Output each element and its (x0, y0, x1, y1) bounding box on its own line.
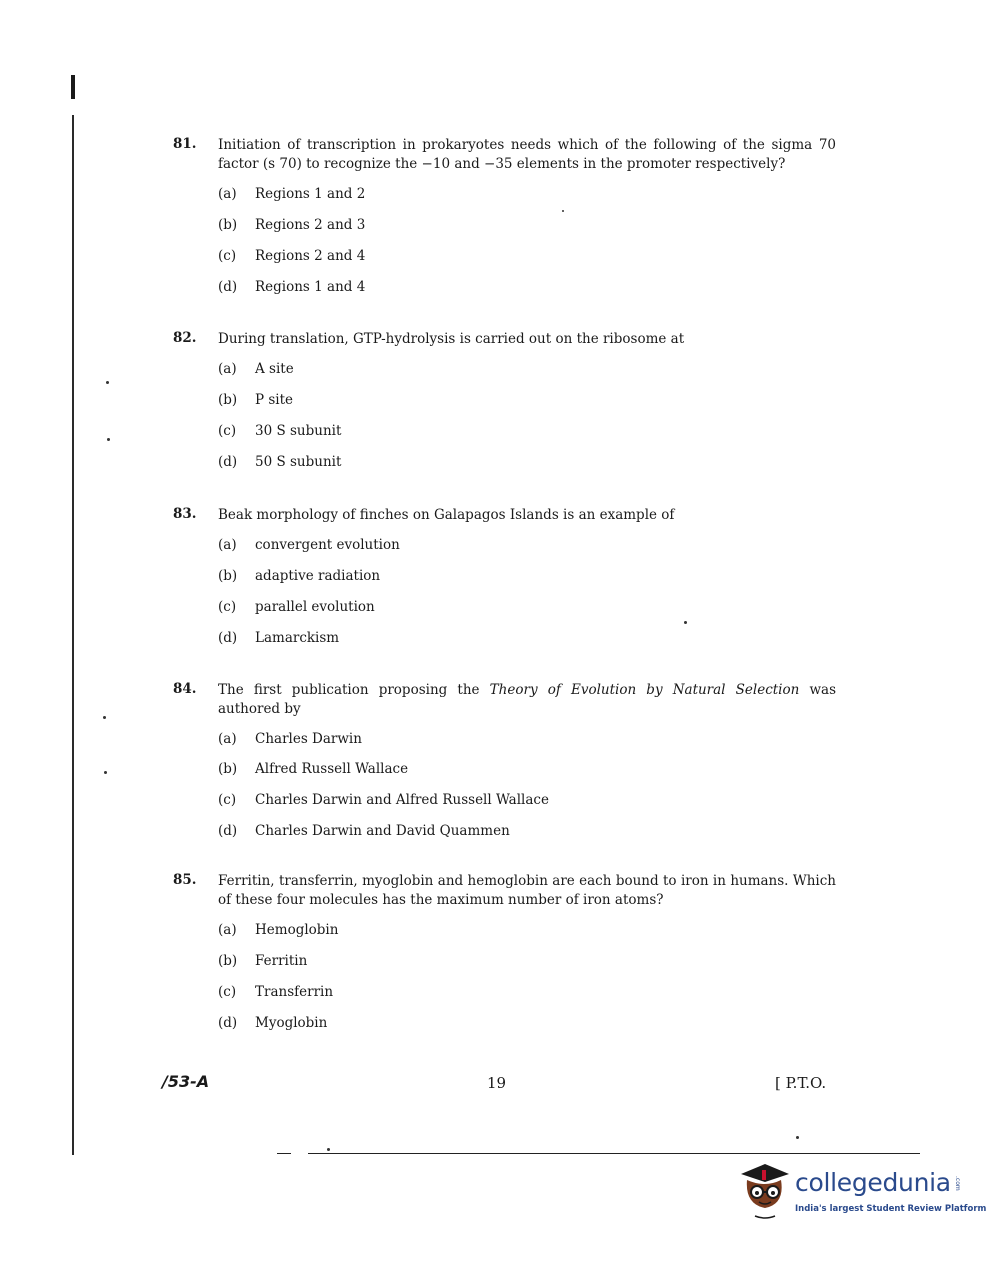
option-text: Alfred Russell Wallace (255, 761, 409, 777)
option-letter: (b) (218, 217, 238, 233)
logo-brand-name: collegedunia (795, 1168, 951, 1197)
question-text-part: The first publication proposing the (218, 682, 490, 698)
option-c (218, 792, 549, 812)
question-text: Ferritin, transferrin, myoglobin and hemoglobin are each bound to iron in humans. Which of these four molecules has the maximum number of iron atoms? (218, 873, 836, 908)
option-letter: (a) (218, 361, 237, 377)
scan-speck (562, 210, 564, 212)
question-text-part: was authored by (218, 682, 836, 717)
scan-speck (103, 716, 106, 719)
option-c (218, 248, 365, 268)
option-c (218, 423, 341, 443)
option-text: Hemoglobin (255, 922, 339, 938)
collegedunia-logo (735, 1160, 987, 1226)
option-d (218, 823, 510, 843)
option-letter: (a) (218, 537, 237, 553)
option-c (218, 984, 333, 1004)
option-d (218, 454, 341, 474)
bottom-rule-dash (277, 1153, 291, 1154)
option-text: Regions 1 and 4 (255, 279, 366, 295)
option-text: Regions 1 and 2 (255, 186, 366, 202)
binding-margin-line (72, 115, 74, 1155)
option-letter: (c) (218, 248, 237, 264)
option-text: A site (255, 361, 294, 377)
option-text: Lamarckism (255, 630, 340, 646)
option-c (218, 599, 375, 619)
option-letter: (d) (218, 823, 238, 839)
option-text: Myoglobin (255, 1015, 328, 1031)
scan-speck (106, 381, 109, 384)
option-letter: (b) (218, 392, 238, 408)
option-text: parallel evolution (255, 599, 375, 615)
option-text: Transferrin (255, 984, 334, 1000)
option-letter: (b) (218, 953, 238, 969)
margin-mark (71, 75, 75, 99)
option-d (218, 279, 365, 299)
option-letter: (c) (218, 792, 237, 808)
option-a (218, 186, 365, 206)
page-number: 19 (487, 1074, 507, 1092)
option-letter: (c) (218, 599, 237, 615)
option-text: P site (255, 392, 294, 408)
option-text: Charles Darwin and David Quammen (255, 823, 510, 839)
scan-speck (684, 621, 687, 624)
option-letter: (b) (218, 568, 238, 584)
question-number: 85. (173, 872, 197, 888)
scan-speck (327, 1148, 330, 1151)
option-text: 50 S subunit (255, 454, 342, 470)
question-text: During translation, GTP-hydrolysis is carried out on the ribosome at (218, 331, 685, 347)
option-text: Charles Darwin and Alfred Russell Wallace (255, 792, 549, 808)
paper-code: /53-A (162, 1072, 210, 1091)
option-letter: (d) (218, 279, 238, 295)
option-text: Regions 2 and 4 (255, 248, 366, 264)
question-text: Beak morphology of finches on Galapagos Islands is an example of (218, 507, 675, 523)
option-a (218, 731, 362, 751)
option-d (218, 1015, 327, 1035)
option-text: Charles Darwin (255, 731, 362, 747)
option-letter: (a) (218, 731, 237, 747)
scan-speck (107, 438, 110, 441)
option-a (218, 361, 294, 381)
option-d (218, 630, 339, 650)
option-b (218, 392, 293, 412)
graduate-mascot-icon (735, 1160, 793, 1222)
option-b (218, 761, 408, 781)
bottom-rule (308, 1153, 920, 1154)
option-letter: (d) (218, 630, 238, 646)
option-b (218, 217, 365, 237)
option-a (218, 537, 400, 557)
option-text: Regions 2 and 3 (255, 217, 366, 233)
logo-tagline: India's largest Student Review Platform (795, 1204, 987, 1214)
option-text: convergent evolution (255, 537, 400, 553)
please-turn-over: [ P.T.O. (775, 1074, 827, 1092)
option-a (218, 922, 338, 942)
option-text: Ferritin (255, 953, 308, 969)
option-letter: (d) (218, 1015, 238, 1031)
question-text: Initiation of transcription in prokaryotes needs which of the following of the sigma 70 factor (s 70) to recognize the −10 and −35 elements in the promoter respectively? (218, 137, 836, 172)
option-letter: (a) (218, 186, 237, 202)
question-number: 81. (173, 136, 197, 152)
option-text: adaptive radiation (255, 568, 381, 584)
question-number: 82. (173, 330, 197, 346)
logo-tld: .com (954, 1176, 961, 1191)
scan-speck (104, 771, 107, 774)
question-number: 84. (173, 681, 197, 697)
option-b (218, 953, 307, 973)
option-letter: (b) (218, 761, 238, 777)
option-b (218, 568, 380, 588)
question-text (218, 681, 836, 719)
scan-speck (796, 1136, 799, 1139)
option-text: 30 S subunit (255, 423, 342, 439)
question-number: 83. (173, 506, 197, 522)
question-text-italic: Theory of Evolution by Natural Selection (489, 682, 800, 698)
option-letter: (c) (218, 423, 237, 439)
option-letter: (d) (218, 454, 238, 470)
option-letter: (c) (218, 984, 237, 1000)
option-letter: (a) (218, 922, 237, 938)
